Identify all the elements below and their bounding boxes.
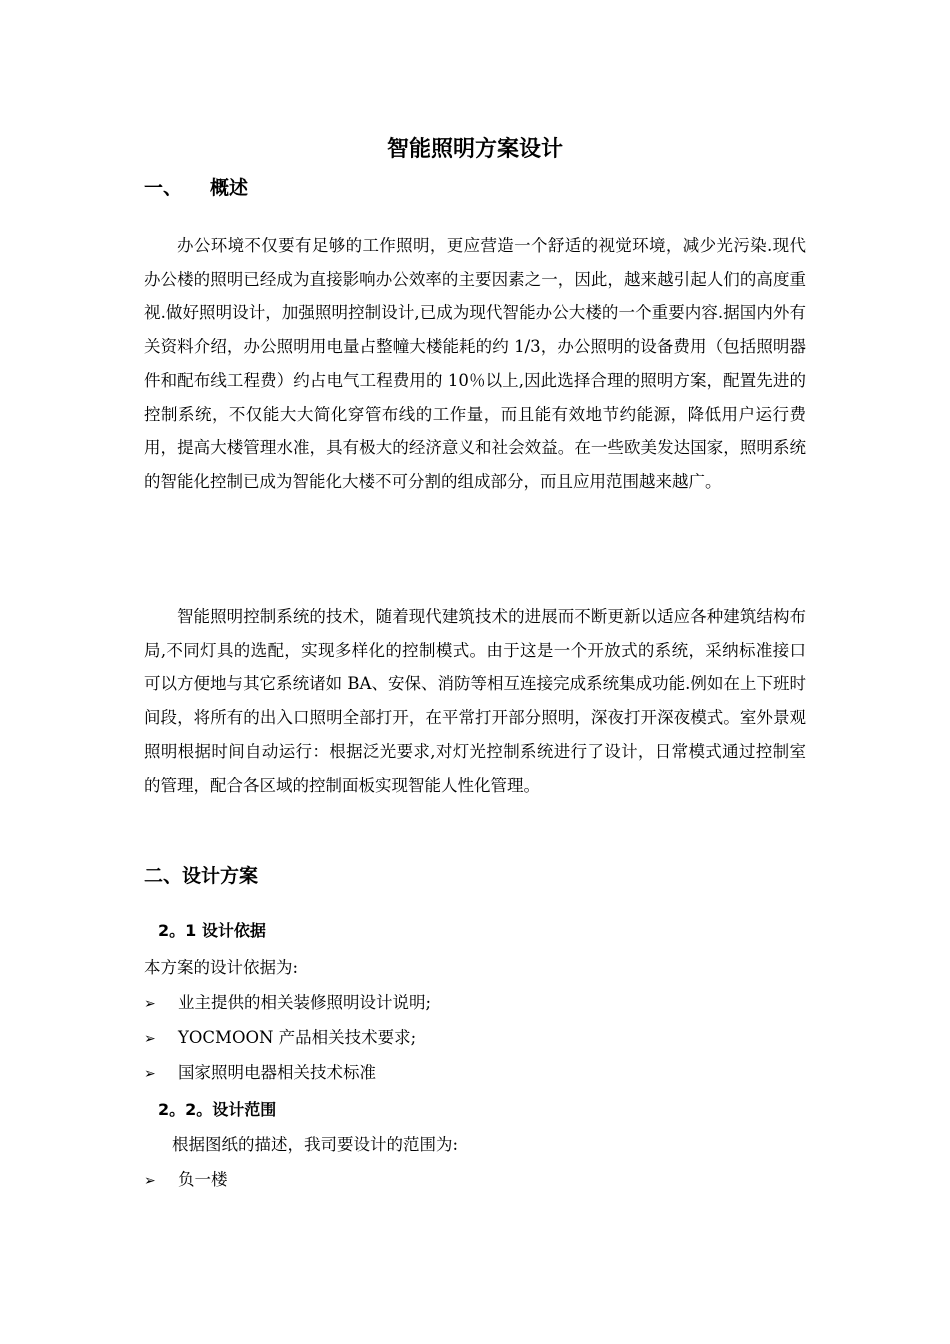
- subsection-intro: 根据图纸的描述，我司要设计的范围为:: [172, 1135, 459, 1154]
- list-item: [144, 1167, 228, 1194]
- section-title: 概述: [210, 177, 249, 199]
- list-item-text: 国家照明电器相关技术标准: [178, 1063, 376, 1082]
- list-item-text: 负一楼: [178, 1170, 228, 1189]
- list-item: [144, 990, 431, 1017]
- section-heading-overview: [144, 174, 248, 202]
- section-number: 一、: [144, 177, 183, 199]
- arrow-bullet-icon: ➢: [144, 1173, 156, 1189]
- subsection-heading: 2。2。设计范围: [158, 1100, 277, 1119]
- subsection-intro: 本方案的设计依据为:: [144, 958, 299, 977]
- paragraph: 办公环境不仅要有足够的工作照明，更应营造一个舒适的视觉环境，减少光污染.现代办公楼的照明已经成为直接影响办公效率的主要因素之一，因此，越来越引起人们的高度重视.做好照明设计，加强照明控制设计,已成为现代智能办公大楼的一个重要内容.据国内外有关资料介绍，办公照明用电量占整幢大楼能耗的约 1/3，办公照明的设备费用（包括照明器件和配布线工程费）约占电气工程费用的 10％以上,因此选择合理的照明方案，配置先进的控制系统，不仅能大大简化穿管布线的工作量，而且能有效地节约能源，降低用户运行费用，提高大楼管理水准，具有极大的经济意义和社会效益。在一些欧美发达国家，照明系统的智能化控制已成为智能化大楼不可分割的组成部分，而且应用范围越来越广。: [144, 236, 806, 491]
- document-title: 智能照明方案设计: [386, 137, 563, 162]
- list-item: [144, 1060, 376, 1087]
- arrow-bullet-icon: ➢: [144, 996, 156, 1012]
- list-item-text: YOCMOON 产品相关技术要求;: [178, 1028, 417, 1047]
- subsection-heading: 2。1 设计依据: [158, 921, 266, 940]
- paragraph: 智能照明控制系统的技术，随着现代建筑技术的进展而不断更新以适应各种建筑结构布局,不同灯具的选配，实现多样化的控制模式。由于这是一个开放式的系统，采纳标准接口可以方便地与其它系统诸如 BA、安保、消防等相互连接完成系统集成功能.例如在上下班时间段，将所有的出入口照明全部打开，在平常打开部分照明，深夜打开深夜模式。室外景观照明根据时间自动运行：根据泛光要求,对灯光控制系统进行了设计，日常模式通过控制室的管理，配合各区域的控制面板实现智能人性化管理。: [144, 607, 806, 795]
- list-item-text: 业主提供的相关装修照明设计说明;: [178, 993, 432, 1012]
- list-item: [144, 1025, 416, 1052]
- arrow-bullet-icon: ➢: [144, 1031, 156, 1047]
- section-heading-design: 二、设计方案: [144, 865, 259, 887]
- arrow-bullet-icon: ➢: [144, 1066, 156, 1082]
